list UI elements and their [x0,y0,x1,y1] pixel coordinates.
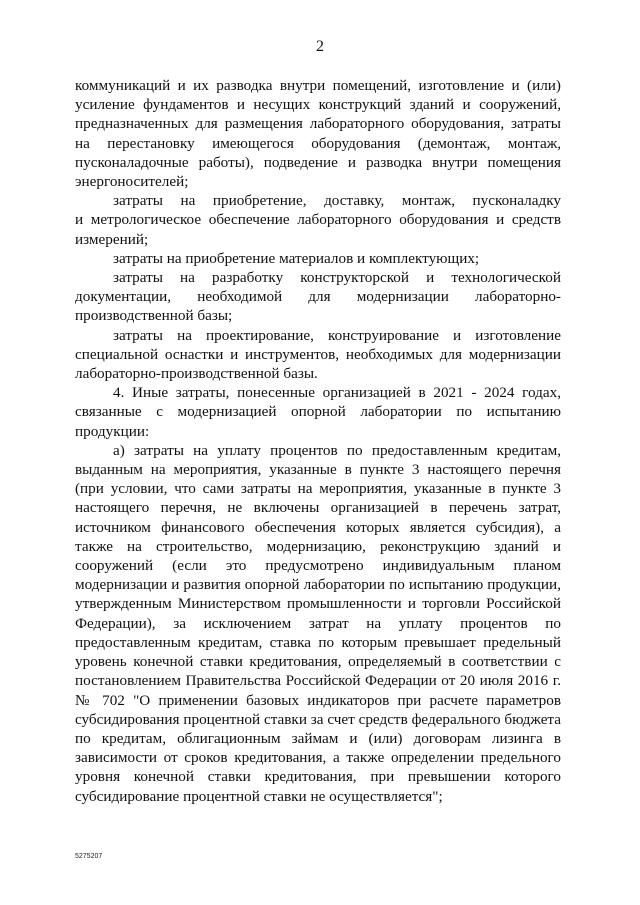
paragraph [75,76,561,191]
text-line: постановлением Правительства Российской Федерации от 20 июля 2016 г. [75,672,561,690]
text-line: № 702 "О применении базовых индикаторов при расчете параметров [75,691,561,709]
text-line: Федерации), за исключением затрат на уплату процентов по [75,614,561,632]
text-line: затраты на проектирование, конструирование и изготовление [113,326,561,344]
text-line: настоящего перечня, не включены организацией в перечень затрат, [75,499,561,517]
text-line: затраты на разработку конструкторской и технологической [113,269,561,287]
text-line: зависимости от сроков кредитования, а также определении предельного [75,749,561,767]
paragraph [75,383,561,441]
text-line: выданным на мероприятия, указанные в пункте 3 настоящего перечня [75,461,561,479]
text-line: производственной базы; [75,307,233,325]
text-line: уровень конечной ставки кредитования, определяемый в соответствии с [75,653,561,671]
text-line: лабораторно-производственной базы. [75,365,318,383]
text-line: (при условии, что сами затраты на мероприятия, указанные в пункте 3 [75,480,561,498]
text-line: затраты на приобретение, доставку, монтаж, пусконаладку [113,192,561,210]
text-line: субсидирования процентной ставки за счет средств федерального бюджета [75,710,561,728]
text-line: измерений; [75,230,149,248]
text-line: предназначенных для размещения лабораторного оборудования, затраты [75,115,561,133]
paragraph [75,326,561,384]
text-line: усиление фундаментов и несущих конструкций зданий и сооружений, [75,96,561,114]
text-line: по кредитам, облигационным займам и (или) договорам лизинга в [75,729,561,747]
text-line: затраты на приобретение материалов и комплектующих; [113,249,480,267]
text-line: специальной оснастки и инструментов, необходимых для модернизации [75,345,561,363]
paragraph [75,268,561,326]
text-line: на перестановку имеющегося оборудования (демонтаж, монтаж, [75,134,561,152]
paragraph [75,249,561,268]
text-line: связанные с модернизацией опорной лаборатории по испытанию [75,403,561,421]
paragraph [75,191,561,249]
text-line: источником финансового обеспечения которых является субсидия), а [75,518,561,536]
text-line: предоставленным кредитам, ставка по которым превышает предельный [75,633,561,651]
text-line: утвержденным Министерством промышленности и торговли Российской [75,595,561,613]
text-line: пусконаладочные работы), подведение и разводка внутри помещения [75,153,561,171]
text-line: документации, необходимой для модернизации лабораторно- [75,288,561,306]
document-code: 5275207 [75,853,103,860]
text-line: уровня конечной ставки кредитования, при превышении которого [75,768,561,786]
text-line: а) затраты на уплату процентов по предоставленным кредитам, [113,441,561,459]
text-line: сооружений (если это предусмотрено индивидуальным планом [75,557,561,575]
document-body [75,76,561,806]
text-line: энергоносителей; [75,173,189,191]
page-number: 2 [316,38,324,55]
paragraph [75,441,561,806]
text-line: коммуникаций и их разводка внутри помещений, изготовление и (или) [75,77,561,94]
text-line: модернизации и развития опорной лаборатории по испытанию продукции, [75,576,561,594]
text-line: также на строительство, модернизацию, реконструкцию зданий и [75,537,561,555]
text-line: 4. Иные затраты, понесенные организацией в 2021 - 2024 годах, [113,384,561,402]
text-line: и метрологическое обеспечение лабораторного оборудования и средств [75,211,561,229]
text-line: продукции: [75,422,150,440]
text-line: субсидирование процентной ставки не осуществляется"; [75,787,443,805]
